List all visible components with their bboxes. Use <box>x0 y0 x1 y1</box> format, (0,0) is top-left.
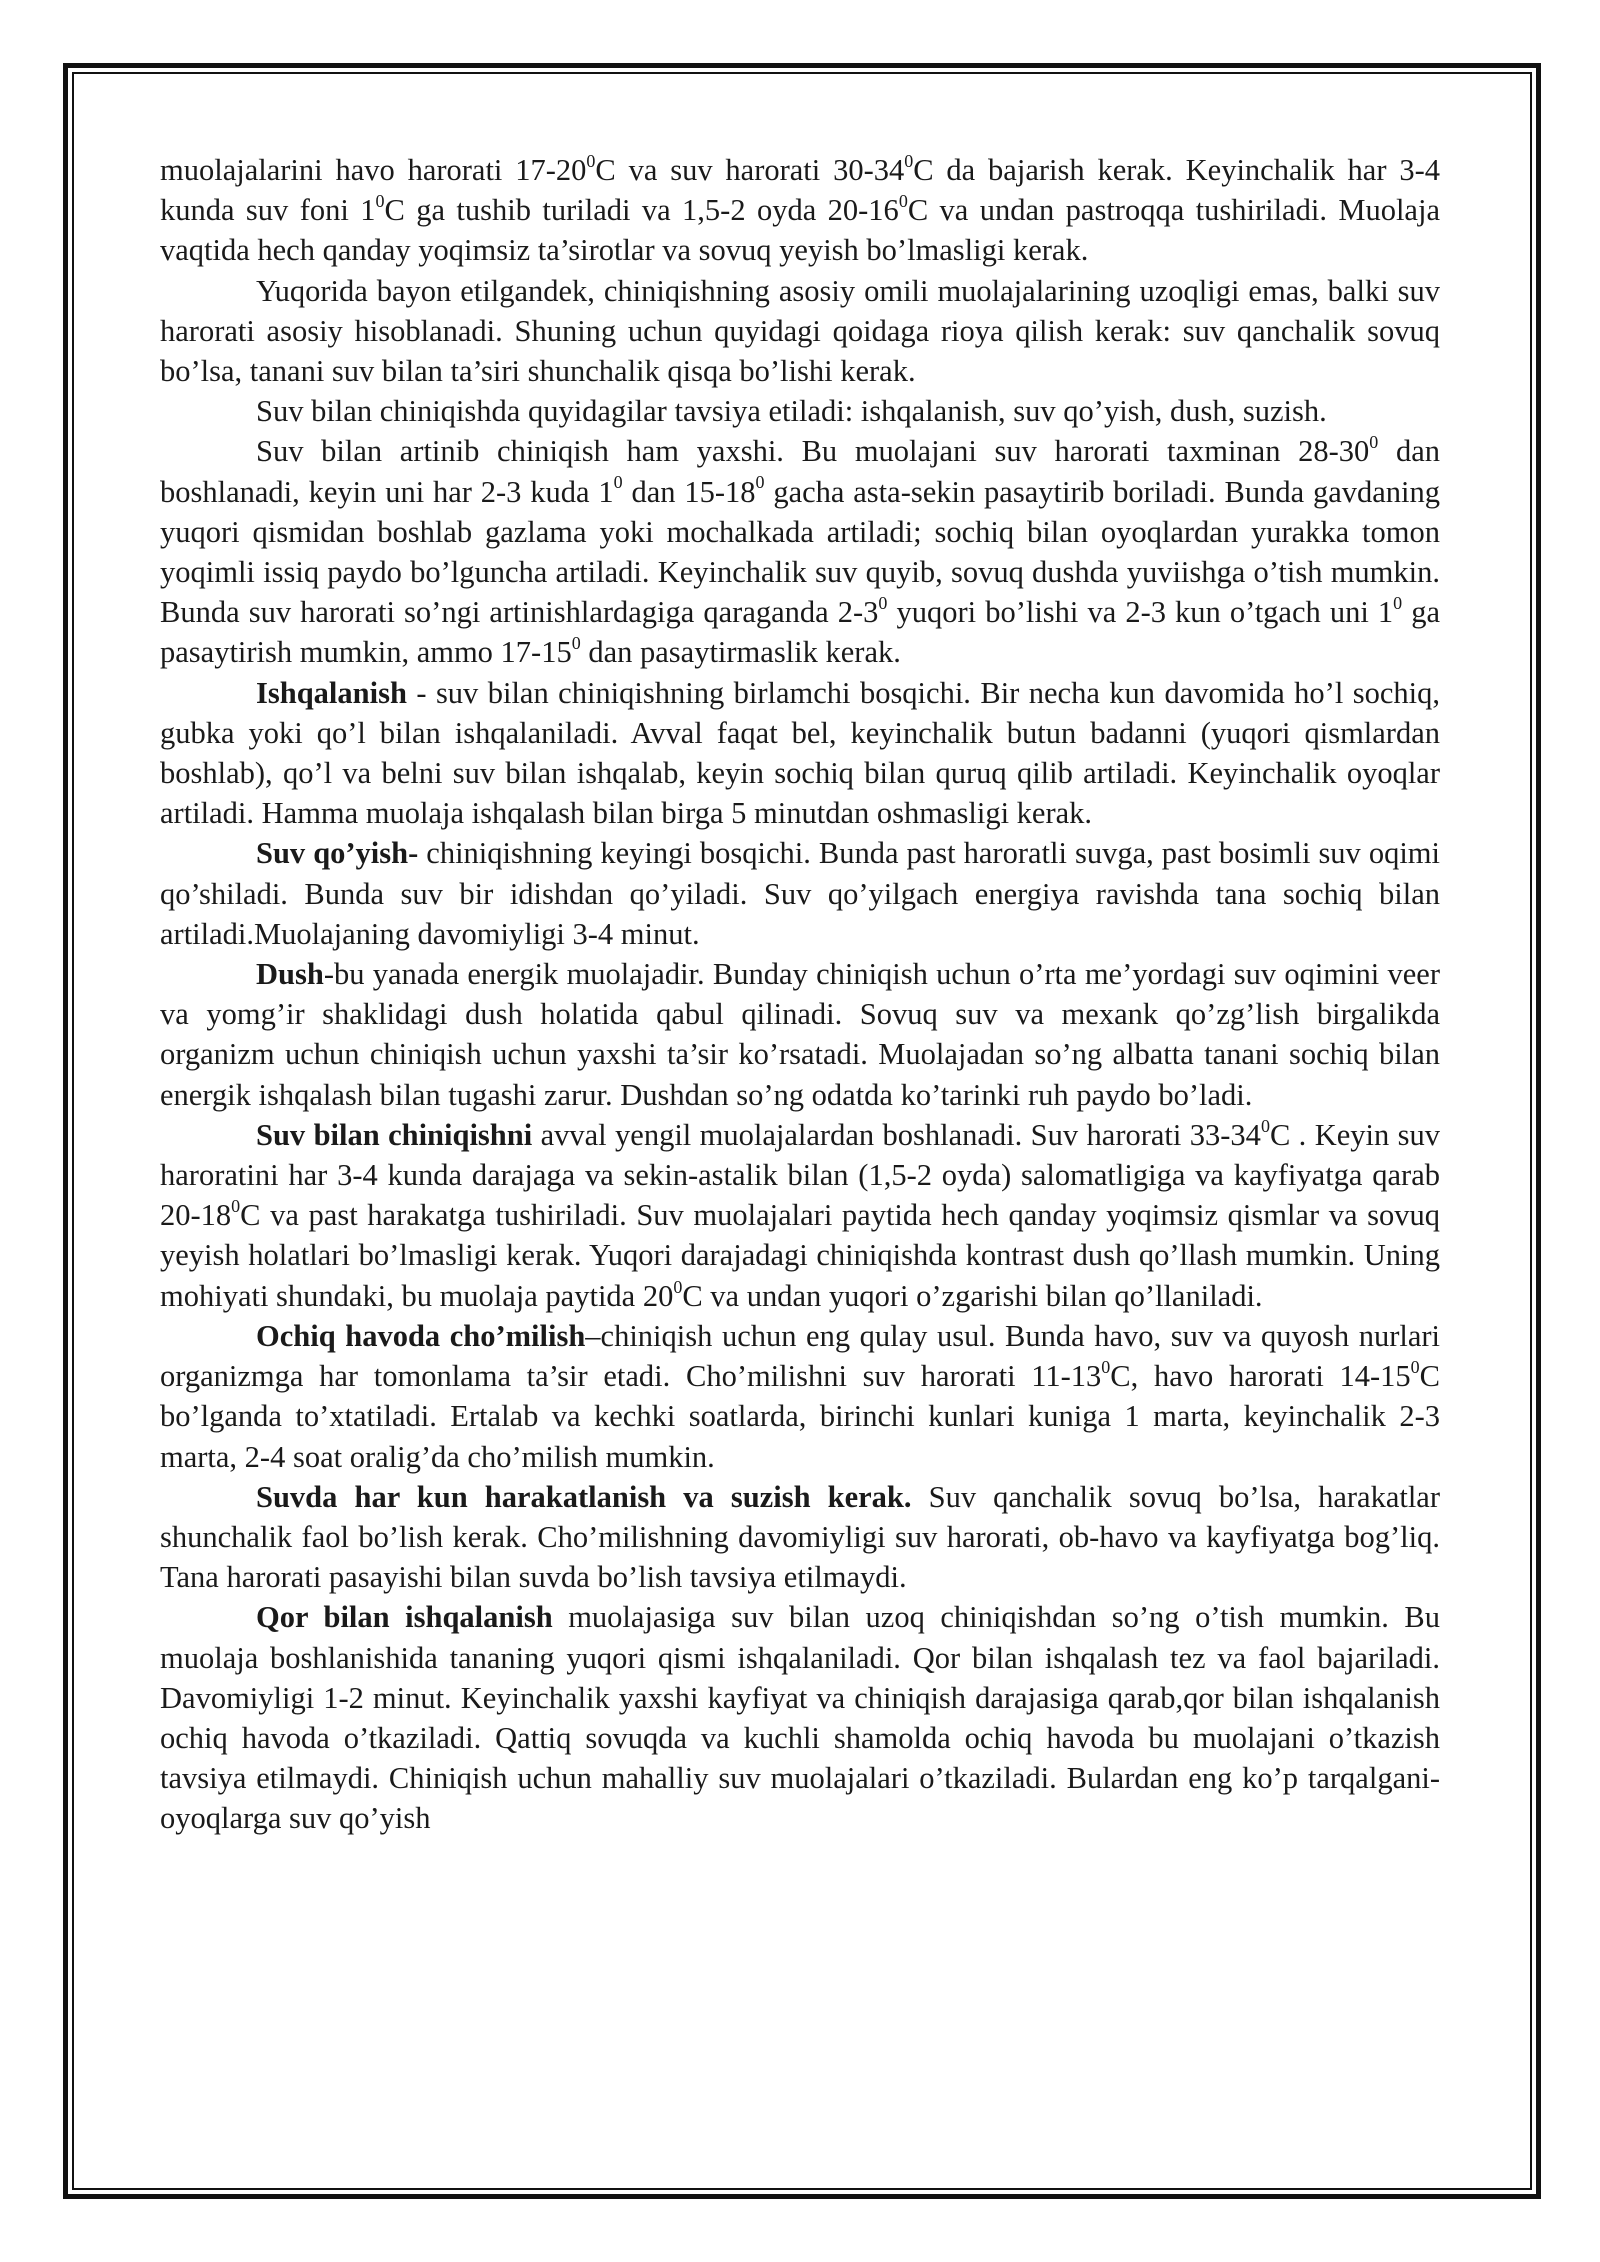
text-run: -bu yanada energik muolajadir. Bunday chiniqish uchun o’rta me’yordagi suv oqimini veer va yomg’ir shaklidagi dush holatida qabul qilinadi. Sovuq suv va mexank qo’zg’lish birgalikda organizm uchun chiniqish uchun yaxshi ta’sir ko’rsatadi. Muolajadan so’ng albatta tanani sochiq bilan energik ishqalash bilan tugashi zarur. Dushdan so’ng odatda ko’tarinki ruh paydo bo’ladi. <box>160 957 1440 1112</box>
degree-superscript: 0 <box>1410 1356 1420 1377</box>
degree-superscript: 0 <box>878 593 888 614</box>
bold-term: Qor bilan ishqalanish <box>256 1600 553 1635</box>
text-run: C, havo harorati 14-15 <box>1110 1359 1411 1394</box>
bold-term: Ochiq havoda cho’milish <box>256 1318 586 1353</box>
paragraph <box>160 1316 1440 1477</box>
text-run: chiniqishning keyingi bosqichi. Bunda past haroratli suvga, past bosimli suv oqimi qo’shiladi. Bunda suv bir idishdan qo’yiladi. Suv qo’yilgach energiya ravishda tana sochiq bilan artiladi.Muolajaning davomiyligi 3-4 minut. <box>160 836 1440 951</box>
paragraph <box>160 954 1440 1115</box>
text-run: ga pasaytirish mumkin, ammo 17-15 <box>160 595 1440 670</box>
text-run: C bo’lganda to’xtatiladi. Ertalab va kechki soatlarda, birinchi kunlari kuniga 1 marta, keyinchalik 2-3 marta, 2-4 soat oralig’da cho’milish mumkin. <box>160 1359 1440 1474</box>
text-run: muolajasiga suv bilan uzoq chiniqishdan so’ng o’tish mumkin. Bu muolaja boshlanishida tananing yuqori qismi ishqalaniladi. Qor bilan ishqalash tez va faol bajariladi. Davomiyligi 1-2 minut. Keyinchalik yaxshi kayfiyat va chiniqish darajasiga qarab,qor bilan ishqalanish ochiq havoda o’tkaziladi. Qattiq sovuqda va kuchli shamolda ochiq havoda bu muolajani o’tkazish tavsiya etilmaydi. Chiniqish uchun mahalliy suv muolajalari o’tkaziladi. Bulardan eng ko’p tarqalgani-oyoqlarga suv qo’yish <box>160 1600 1440 1836</box>
bold-term: Suv bilan chiniqishni <box>256 1117 533 1152</box>
bold-term: Ishqalanish <box>256 675 407 710</box>
text-run: C . Keyin suv haroratini har 3-4 kunda darajaga va sekin-astalik bilan (1,5-2 oyda) salomatligiga va kayfiyatga qarab 20-18 <box>160 1117 1440 1233</box>
text-run: C va suv harorati 30-34 <box>595 153 905 187</box>
text-run: C va undan yuqori o’zgarishi bilan qo’llaniladi. <box>682 1278 1263 1313</box>
degree-superscript: 0 <box>898 191 908 212</box>
document-body <box>160 150 1440 1839</box>
degree-superscript: 0 <box>586 150 596 171</box>
text-run: Suv bilan artinib chiniqish ham yaxshi. Bu muolajani suv harorati taxminan 28-30 <box>256 434 1370 469</box>
text-run: dan 15-18 <box>622 474 756 509</box>
bold-term: Suvda har kun harakatlanish va suzish kerak. <box>256 1479 912 1514</box>
paragraph <box>160 391 1440 431</box>
text-run: C ga tushib turiladi va 1,5-2 oyda 20-16 <box>384 193 899 228</box>
degree-superscript: 0 <box>673 1276 683 1297</box>
text-run: muolajalarini havo harorati 17-20 <box>160 153 587 187</box>
degree-superscript: 0 <box>1260 1115 1270 1136</box>
paragraph <box>160 833 1440 954</box>
bold-term: Suv qo’yish- <box>256 836 419 871</box>
text-run: yuqori bo’lishi va 2-3 kun o’tgach uni 1 <box>887 595 1394 630</box>
degree-superscript: 0 <box>1393 593 1403 614</box>
text-run: Yuqorida bayon etilgandek, chiniqishning asosiy omili muolajalarining uzoqligi emas, balki suv harorati asosiy hisoblanadi. Shuning uchun quyidagi qoidaga rioya qilish kerak: suv qanchalik sovuq bo’lsa, tanani suv bilan ta’siri shunchalik qisqa bo’lishi kerak. <box>160 273 1440 389</box>
text-run: avval yengil muolajalardan boshlanadi. Suv harorati 33-34 <box>532 1117 1261 1152</box>
text-run: Suv bilan chiniqishda quyidagilar tavsiya etiladi: ishqalanish, suv qo’yish, dush, suzish. <box>256 394 1327 429</box>
degree-superscript: 0 <box>375 191 385 212</box>
degree-superscript: 0 <box>613 472 623 493</box>
degree-superscript: 0 <box>755 472 765 493</box>
paragraph <box>160 431 1440 672</box>
paragraph <box>160 271 1440 392</box>
bold-term: Dush <box>256 957 324 992</box>
text-run: - suv bilan chiniqishning birlamchi bosqichi. Bir necha kun davomida ho’l sochiq, gubka yoki qo’l bilan ishqalaniladi. Avval faqat bel, keyinchalik butun badanni (yuqori qismlardan boshlab), qo’l va belni suv bilan ishqalab, keyin sochiq bilan quruq qilib artiladi. Keyinchalik oyoqlar artiladi. Hamma muolaja ishqalash bilan birga 5 minutdan oshmasligi kerak. <box>160 675 1440 831</box>
text-run: –chiniqish uchun eng qulay usul. Bunda havo, suv va quyosh nurlari organizmga har tomonlama ta’sir etadi. Cho’milishni suv harorati 11-13 <box>160 1318 1440 1394</box>
text-run: gacha asta-sekin pasaytirib boriladi. Bunda gavdaning yuqori qismidan boshlab gazlama yoki mochalkada artiladi; sochiq bilan oyoqlardan yurakka tomon yoqimli issiq paydo bo’lguncha artiladi. Keyinchalik suv quyib, sovuq dushda yuviishga o’tish mumkin. Bunda suv harorati so’ngi artinishlardagiga qaraganda 2-3 <box>160 474 1440 630</box>
paragraph <box>160 673 1440 834</box>
degree-superscript: 0 <box>571 633 581 654</box>
text-run: C va past harakatga tushiriladi. Suv muolajalari paytida hech qanday yoqimsiz qismlar va sovuq yeyish holatlari bo’lmasligi kerak. Yuqori darajadagi chiniqishda kontrast dush qo’llash mumkin. Uning mohiyati shundaki, bu muolaja paytida 20 <box>160 1198 1440 1313</box>
degree-superscript: 0 <box>904 150 914 171</box>
degree-superscript: 0 <box>231 1196 241 1217</box>
paragraph <box>160 1115 1440 1316</box>
degree-superscript: 0 <box>1369 432 1379 453</box>
text-run: C va undan pastroqqa tushiriladi. Muolaja vaqtida hech qanday yoqimsiz ta’sirotlar va sovuq yeyish bo’lmasligi kerak. <box>160 193 1440 268</box>
text-run: dan pasaytirmaslik kerak. <box>580 635 901 670</box>
paragraph <box>160 1597 1440 1838</box>
text-run: C da bajarish kerak. Keyinchalik har 3-4 kunda suv foni 1 <box>160 153 1440 228</box>
paragraph <box>160 1477 1440 1598</box>
degree-superscript: 0 <box>1101 1356 1111 1377</box>
paragraph <box>160 150 1440 271</box>
text-run: Suv qanchalik sovuq bo’lsa, harakatlar shunchalik faol bo’lish kerak. Cho’milishning davomiyligi suv harorati, ob-havo va kayfiyatga bog’liq. Tana harorati pasayishi bilan suvda bo’lish tavsiya etilmaydi. <box>160 1479 1440 1595</box>
text-run: dan boshlanadi, keyin uni har 2-3 kuda 1 <box>160 434 1440 509</box>
